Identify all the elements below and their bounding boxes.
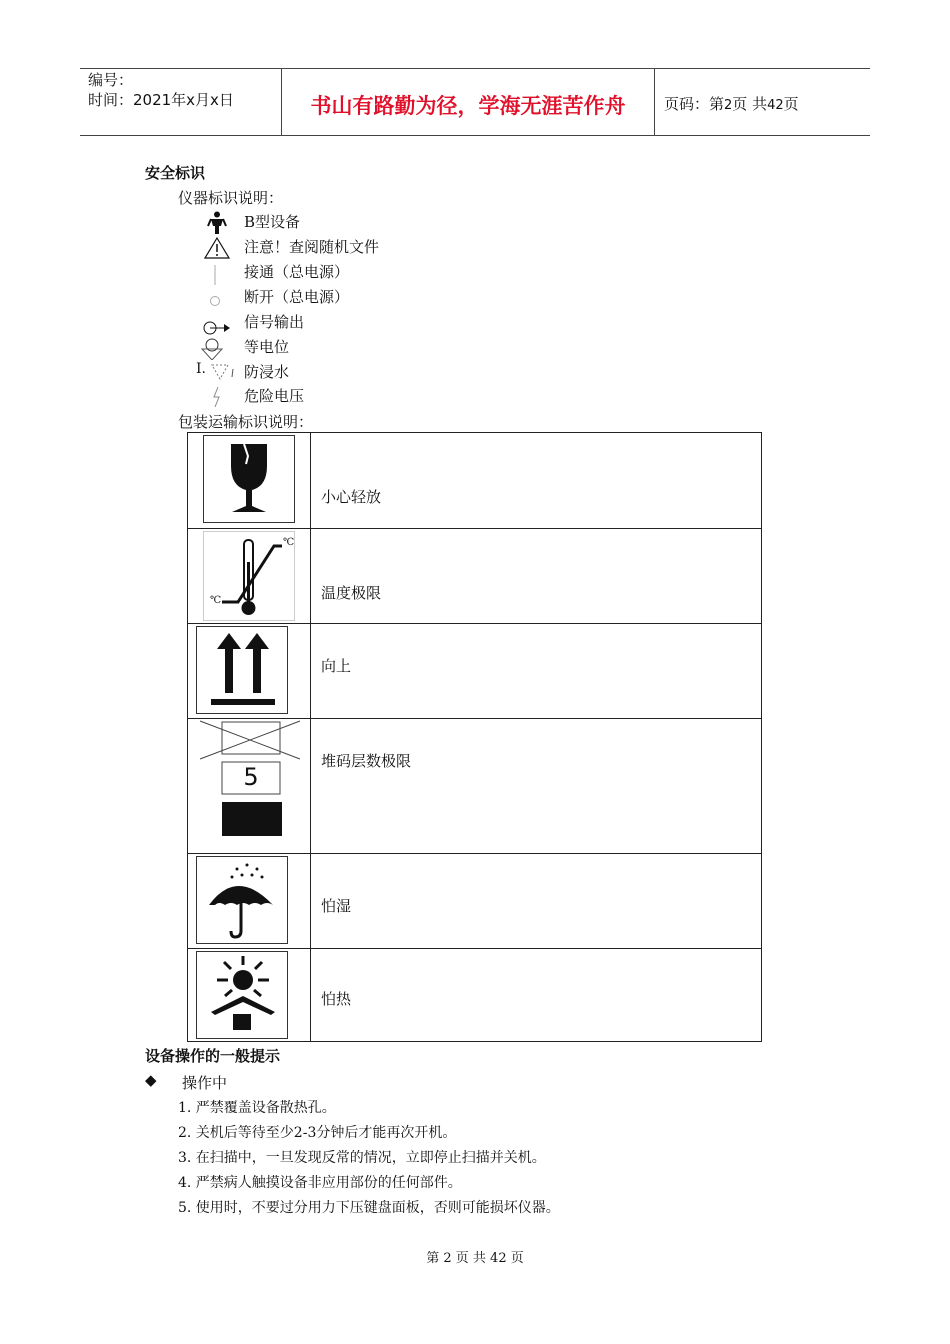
ops-subtitle: 操作中 xyxy=(182,1074,228,1092)
table-cell-label: 怕热 xyxy=(321,990,352,1008)
table-row xyxy=(188,623,761,719)
table-cell-label: 温度极限 xyxy=(321,584,382,602)
temperature-limit-icon xyxy=(203,531,295,621)
header-bottom-rule xyxy=(80,135,870,136)
table-row xyxy=(188,853,761,949)
table-cell-label: 怕湿 xyxy=(321,897,352,915)
list-item: 3. 在扫描中，一旦发现反常的情况，立即停止扫描并关机。 xyxy=(178,1150,546,1166)
table-row xyxy=(188,948,761,1042)
symbol-label: 防浸水 xyxy=(244,363,290,381)
symbol-label: 等电位 xyxy=(244,338,290,356)
header-divider xyxy=(654,68,655,136)
table-cell-label: 小心轻放 xyxy=(321,488,382,506)
table-row xyxy=(188,718,761,854)
fragile-glass-icon xyxy=(203,435,295,523)
table-row xyxy=(188,528,761,624)
list-item: 5. 使用时，不要过分用力下压键盘面板，否则可能损坏仪器。 xyxy=(178,1200,560,1216)
table-row xyxy=(188,433,761,528)
symbol-label: 注意！查阅随机文件 xyxy=(244,238,380,256)
section-title-operations: 设备操作的一般提示 xyxy=(145,1047,281,1065)
symbol-label: 危险电压 xyxy=(244,387,305,405)
header-page-info: 页码：第2页 共42页 xyxy=(664,95,799,113)
list-item: 1. 严禁覆盖设备散热孔。 xyxy=(178,1100,336,1116)
header-motto: 书山有路勤为径，学海无涯苦作舟 xyxy=(310,94,626,118)
person-type-b-icon xyxy=(198,211,236,233)
signal-output-icon xyxy=(198,311,236,333)
temp-lower-label: ℃ xyxy=(210,595,222,606)
keep-dry-umbrella-icon xyxy=(196,856,288,944)
packaging-symbol-table xyxy=(187,432,762,1042)
symbol-label: 信号输出 xyxy=(244,313,305,331)
time-label: 时间：2021年x月x日 xyxy=(88,91,234,109)
keep-away-from-heat-icon xyxy=(196,951,288,1039)
waterproof-icon xyxy=(210,361,240,383)
warning-triangle-icon xyxy=(198,236,236,258)
power-on-line-icon xyxy=(198,261,236,283)
symbol-label: B型设备 xyxy=(244,213,301,231)
table-cell-label: 堆码层数极限 xyxy=(321,752,412,770)
this-way-up-icon xyxy=(196,626,288,714)
list-item: 4. 严禁病人触摸设备非应用部份的任何部件。 xyxy=(178,1175,462,1191)
temp-upper-label: ℃ xyxy=(283,537,295,548)
equipotential-icon xyxy=(198,336,236,358)
instrument-intro: 仪器标识说明： xyxy=(178,189,284,207)
symbol-label: 接通（总电源） xyxy=(244,263,350,281)
dangerous-voltage-icon xyxy=(198,385,236,407)
waterproof-code: I. xyxy=(196,361,206,377)
symbol-label: 断开（总电源） xyxy=(244,288,350,306)
power-off-circle-icon xyxy=(198,286,236,308)
table-cell-label: 向上 xyxy=(321,657,352,675)
header-meta xyxy=(88,70,234,110)
page-footer: 第 2 页 共 42 页 xyxy=(426,1251,524,1266)
bullet-diamond-icon: ◆ xyxy=(145,1071,157,1089)
number-label: 编号： xyxy=(88,71,134,89)
stack-number: 5 xyxy=(243,763,259,791)
section-title-safety: 安全标识 xyxy=(145,164,206,182)
packaging-intro: 包装运输标识说明： xyxy=(178,413,314,431)
list-item: 2. 关机后等待至少2-3分钟后才能再次开机。 xyxy=(178,1125,457,1141)
stacking-limit-icon xyxy=(188,719,310,854)
header-top-rule xyxy=(80,68,870,69)
